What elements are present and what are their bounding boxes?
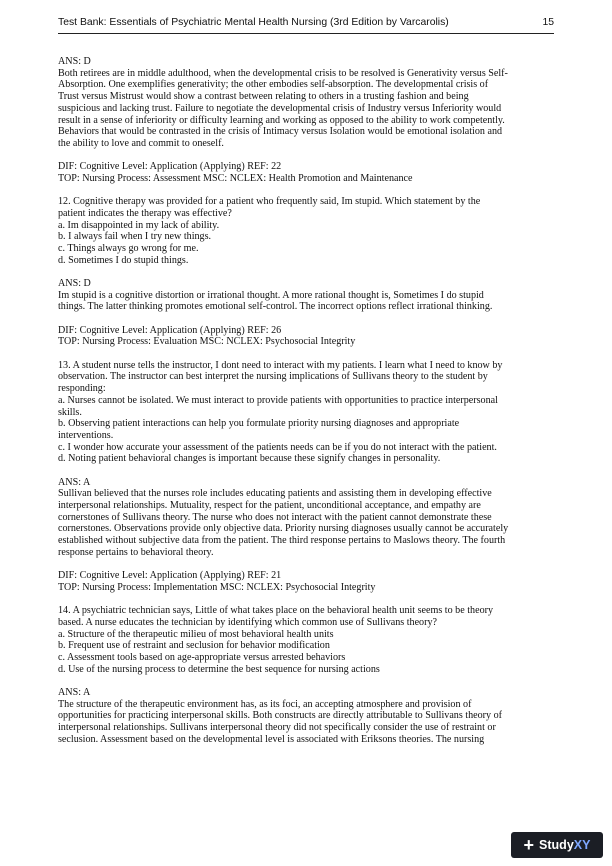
- paragraph: [58, 605, 556, 675]
- paragraph: [58, 477, 556, 559]
- text-line: Behaviors that would be contrasted in the crisis of Intimacy versus Isolation would be emotional isolation and: [58, 126, 503, 138]
- text-line: patient indicates the therapy was effective?: [58, 207, 232, 219]
- text-line: c. I wonder how accurate your assessment of the patients needs can be if you do not interact with the patient.: [58, 441, 497, 453]
- text-line: DIF: Cognitive Level: Application (Applying) REF: 26: [58, 324, 282, 336]
- paragraph: [58, 360, 556, 465]
- text-line: the ability to love and commit to oneself.: [58, 137, 224, 149]
- text-line: interventions.: [58, 429, 114, 441]
- text-line: The structure of the therapeutic environment has, as its foci, an accepting atmosphere and provision of: [58, 698, 472, 710]
- paragraph: [58, 196, 556, 266]
- text-line: result in a sense of inferiority or difficulty learning and working as opposed to the ability to work competently.: [58, 114, 505, 126]
- text-line: Trust versus Mistrust would show a contrast between relating to others in a trusting fashion and being: [58, 91, 469, 103]
- text-line: response pertains to behavioral theory.: [58, 546, 214, 558]
- text-line: ANS: A: [58, 686, 91, 698]
- text-line: ANS: A: [58, 476, 91, 488]
- text-line: Absorption. One exemplifies generativity; the other embodies self-absorption. The developmental crisis of: [58, 79, 489, 91]
- text-line: things. The latter thinking promotes emotional self-control. The incorrect options reflect irrational thinking.: [58, 301, 493, 313]
- text-line: c. Things always go wrong for me.: [58, 243, 199, 255]
- text-line: suspicious and lacking trust. Failure to negotiate the developmental crisis of Industry versus Inferiority would: [58, 102, 502, 114]
- text-line: responding:: [58, 383, 106, 395]
- studyxy-logo[interactable]: [511, 832, 603, 858]
- plus-icon: +: [523, 835, 535, 855]
- paragraph: [58, 56, 556, 150]
- text-line: 14. A psychiatric technician says, Little of what takes place on the behavioral health unit seems to be theory: [58, 605, 494, 617]
- text-line: TOP: Nursing Process: Implementation MSC: NCLEX: Psychosocial Integrity: [58, 581, 376, 593]
- text-line: interpersonal relationships. Sullivans interpersonal theory did not specifically consider the use of restraint or: [58, 722, 496, 734]
- text-line: ANS: D: [58, 278, 91, 290]
- text-line: TOP: Nursing Process: Assessment MSC: NCLEX: Health Promotion and Maintenance: [58, 172, 413, 184]
- page-number: 15: [542, 17, 554, 28]
- text-line: b. I always fail when I try new things.: [58, 231, 212, 243]
- paragraph: [58, 325, 556, 348]
- text-line: seclusion. Assessment based on the developmental level is associated with Eriksons theories. The nursing: [58, 733, 485, 745]
- document-title: Test Bank: Essentials of Psychiatric Mental Health Nursing (3rd Edition by Varcarolis): [58, 17, 449, 28]
- text-line: Im stupid is a cognitive distortion or irrational thought. A more rational thought is, Sometimes I do stupid: [58, 289, 484, 301]
- text-line: Both retirees are in middle adulthood, when the developmental crisis to be resolved is Generativity versus Self-: [58, 67, 508, 79]
- text-line: d. Sometimes I do stupid things.: [58, 254, 189, 266]
- logo-text-accent: XY: [573, 838, 591, 852]
- paragraph: [58, 161, 556, 184]
- text-line: a. Structure of the therapeutic milieu of most behavioral health units: [58, 628, 334, 640]
- text-line: d. Use of the nursing process to determine the best sequence for nursing actions: [58, 663, 380, 675]
- text-line: b. Frequent use of restraint and seclusion for behavior modification: [58, 640, 330, 652]
- text-line: Sullivan believed that the nurses role includes educating patients and assisting them in developing effective: [58, 488, 492, 500]
- text-line: cornerstones of Sullivans theory. The nurse who does not interact with the patient cannot demonstrate these: [58, 511, 492, 523]
- text-line: TOP: Nursing Process: Evaluation MSC: NCLEX: Psychosocial Integrity: [58, 336, 356, 348]
- paragraph: [58, 687, 556, 746]
- text-line: a. Im disappointed in my lack of ability.: [58, 219, 220, 231]
- text-line: b. Observing patient interactions can help you formulate priority nursing diagnoses and appropriate: [58, 418, 460, 430]
- text-line: c. Assessment tools based on age-appropriate versus arrested behaviors: [58, 651, 346, 663]
- text-line: observation. The instructor can best interpret the nursing implications of Sullivans theory to the student by: [58, 371, 488, 383]
- text-line: cornerstones. Observations provide only objective data. Priority nursing diagnoses usually cannot be accurately: [58, 523, 509, 535]
- text-line: ANS: D: [58, 56, 91, 67]
- text-line: opportunities for practicing interpersonal skills. Both constructs are directly attributable to Sullivans theory of: [58, 710, 503, 722]
- text-line: DIF: Cognitive Level: Application (Applying) REF: 21: [58, 570, 282, 582]
- text-line: based. A nurse educates the technician by identifying which common use of Sullivans theory?: [58, 616, 437, 628]
- text-line: d. Noting patient behavioral changes is important because these signify changes in personality.: [58, 453, 441, 465]
- text-line: interpersonal relationships. Mutuality, respect for the patient, unconditional acceptance, and empathy are: [58, 500, 481, 512]
- text-line: established without subjective data from the patient. The third response pertains to Maslows theory. The fourth: [58, 535, 506, 547]
- paragraph: [58, 570, 556, 593]
- page-content: [58, 56, 556, 746]
- paragraph: [58, 278, 556, 313]
- text-line: 13. A student nurse tells the instructor, I dont need to interact with my patients. I learn what I need to know by: [58, 359, 503, 371]
- logo-text-main: Study: [539, 838, 574, 852]
- text-line: 12. Cognitive therapy was provided for a patient who frequently said, Im stupid. Which statement by the: [58, 196, 481, 208]
- text-line: a. Nurses cannot be isolated. We must interact to provide patients with opportunities to practice interpersonal: [58, 394, 498, 406]
- page-header: [58, 15, 554, 34]
- text-line: skills.: [58, 406, 82, 418]
- text-line: DIF: Cognitive Level: Application (Applying) REF: 22: [58, 161, 282, 173]
